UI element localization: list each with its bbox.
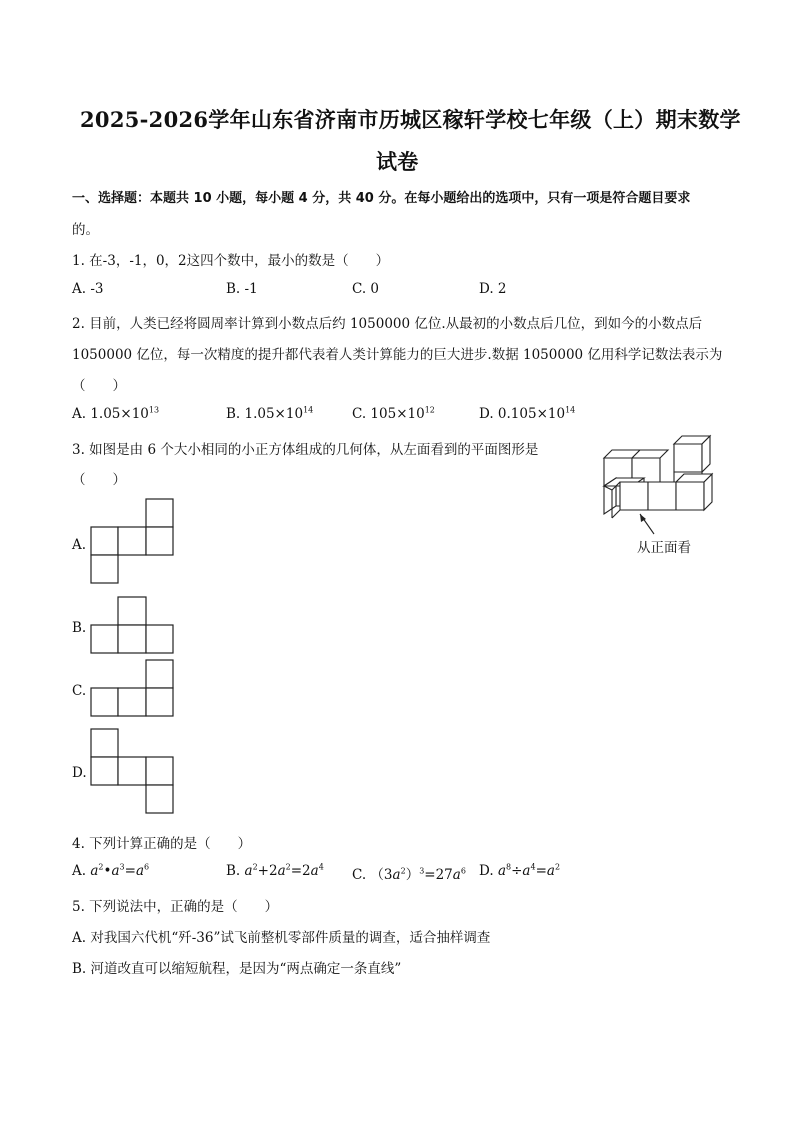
q3-option-b-figure: [90, 596, 174, 654]
q3-figure-caption: 从正面看: [637, 540, 691, 556]
q3-option-c-figure: [90, 659, 174, 717]
page-title-line2: 试卷: [376, 149, 419, 174]
q2-line3: （ ）: [72, 378, 126, 394]
page-title-line1: 2025-2026学年山东省济南市历城区稼轩学校七年级（上）期末数学: [80, 107, 741, 132]
q2-line1: 2. 目前，人类已经将圆周率计算到小数点后约 1050000 亿位.从最初的小数点后几位，到如今的小数点后: [72, 316, 703, 332]
q3-line1: 3. 如图是由 6 个大小相同的小正方体组成的几何体，从左面看到的平面图形是: [72, 442, 539, 458]
q2-line2: 1050000 亿位，每一次精度的提升都代表着人类计算能力的巨大进步.数据 1050000 亿用科学记数法表示为: [72, 347, 723, 363]
cube-top-right: [674, 436, 710, 472]
q4-stem: 4. 下列计算正确的是（ ）: [72, 836, 252, 852]
q5-option-a: A. 对我国六代机“歼-36”试飞前整机零部件质量的调查，适合抽样调查: [72, 930, 491, 946]
q1-option-c: C. 0: [352, 281, 380, 297]
q3-option-a-figure: [90, 498, 174, 584]
q3-option-c-label: C.: [72, 683, 87, 699]
q3-option-d-label: D.: [72, 765, 87, 781]
q3-line2: （ ）: [72, 472, 126, 488]
q3-option-a-label: A.: [72, 537, 87, 553]
q3-solid-figure: [596, 434, 726, 544]
q2-option-a: A. $1.05\times 10^{13}$: [72, 405, 160, 422]
q1-stem: 1. 在-3，-1，0，2这四个数中，最小的数是（ ）: [72, 253, 390, 269]
q2-option-b: B. $1.05\times 10^{14}$: [226, 405, 314, 422]
q4-option-a: A. $a^2•a^3=a^6$: [72, 862, 150, 879]
q1-option-d: D. 2: [479, 281, 507, 297]
q1-option-a: A. -3: [72, 281, 104, 297]
q4-option-c: C. $(3a^2)^3=27a^6$: [352, 866, 466, 883]
q5-option-b: B. 河道改直可以缩短航程，是因为“两点确定一条直线”: [72, 961, 402, 977]
section-heading-line1: 一、选择题：本题共 10 小题，每小题 4 分，共 40 分。在每小题给出的选项中，只有一项是符合题目要求: [72, 191, 691, 206]
q3-option-b-label: B.: [72, 620, 87, 636]
q4-option-d: D. $a^8\div a^4=a^2$: [479, 862, 561, 879]
section-heading-line2: 的。: [72, 222, 99, 238]
q2-option-c: C. $105\times 10^{12}$: [352, 405, 435, 422]
q5-stem: 5. 下列说法中，正确的是（ ）: [72, 899, 279, 915]
q2-option-d: D. $0.105\times 10^{14}$: [479, 405, 576, 422]
q4-option-b: B. $a^2+2a^2=2a^4$: [226, 862, 324, 879]
q1-option-b: B. -1: [226, 281, 258, 297]
q3-option-d-figure: [90, 728, 174, 814]
section-heading: [72, 187, 690, 206]
